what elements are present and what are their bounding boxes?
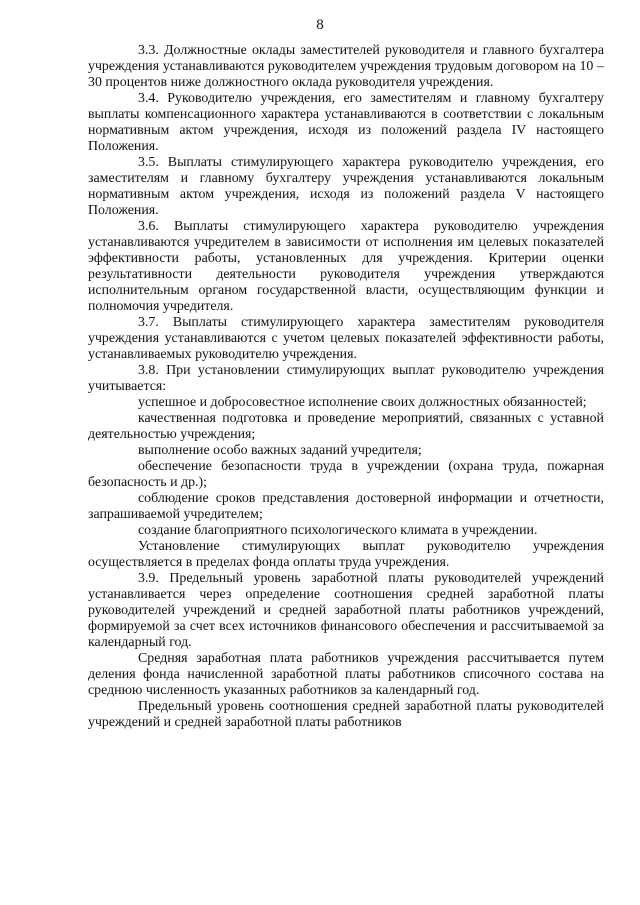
paragraph-3-4: 3.4. Руководителю учреждения, его заместителям и главному бухгалтеру выплаты компенсационного характера устанавливаются в соответствии с локальным нормативным актом учреждения, исходя из положений раздела IV настоящего Положения. bbox=[88, 91, 604, 154]
paragraph-3-8: 3.8. При установлении стимулирующих выплат руководителю учреждения учитывается: bbox=[88, 363, 604, 394]
document-body bbox=[88, 43, 604, 731]
list-item-events: качественная подготовка и проведение мероприятий, связанных с уставной деятельностью учреждения; bbox=[88, 411, 604, 442]
list-item-safety: обеспечение безопасности труда в учреждении (охрана труда, пожарная безопасность и др.); bbox=[88, 459, 604, 490]
paragraph-3-5: 3.5. Выплаты стимулирующего характера руководителю учреждения, его заместителям и главному бухгалтеру учреждения устанавливаются локальным нормативным актом учреждения, исходя из положений раздела V настоящего Положения. bbox=[88, 155, 604, 218]
list-item-climate: создание благоприятного психологического климата в учреждении. bbox=[138, 523, 538, 538]
list-item-tasks: выполнение особо важных заданий учредителя; bbox=[138, 443, 422, 458]
page-number: 8 bbox=[316, 17, 324, 33]
paragraph-3-9: 3.9. Предельный уровень заработной платы руководителей учреждений устанавливается через определение соотношения средней заработной платы руководителей учреждений и средней заработной платы работников учреждений, формируемой за счет всех источников финансового обеспечения и рассчитываемой за календарный год. bbox=[88, 571, 604, 650]
paragraph-limit-ratio: Предельный уровень соотношения средней заработной платы руководителей учреждений и средней заработной платы работников bbox=[88, 699, 604, 730]
paragraph-payment-fund: Установление стимулирующих выплат руководителю учреждения осуществляется в пределах фонда оплаты труда учреждения. bbox=[88, 539, 604, 570]
list-item-reporting: соблюдение сроков представления достоверной информации и отчетности, запрашиваемой учредителем; bbox=[88, 491, 604, 522]
paragraph-3-6: 3.6. Выплаты стимулирующего характера руководителю учреждения устанавливаются учредителем в зависимости от исполнения им целевых показателей эффективности работы, установленных для учреждения. Критерии оценки результативности деятельности руководителя учреждения утверждаются исполнительным органом государственной власти, осуществляющим функции и полномочия учредителя. bbox=[88, 219, 604, 314]
paragraph-average-salary: Средняя заработная плата работников учреждения рассчитывается путем деления фонда начисленной заработной платы работников списочного состава на среднюю численность указанных работников за календарный год. bbox=[88, 651, 604, 698]
paragraph-3-3: 3.3. Должностные оклады заместителей руководителя и главного бухгалтера учреждения устанавливаются руководителем учреждения трудовым договором на 10 – 30 процентов ниже должностного оклада руководителя учреждения. bbox=[88, 43, 604, 90]
list-item-duties: успешное и добросовестное исполнение своих должностных обязанностей; bbox=[138, 395, 587, 410]
paragraph-3-7: 3.7. Выплаты стимулирующего характера заместителям руководителя учреждения устанавливаются с учетом целевых показателей эффективности работы, устанавливаемых руководителю учреждения. bbox=[88, 315, 604, 362]
